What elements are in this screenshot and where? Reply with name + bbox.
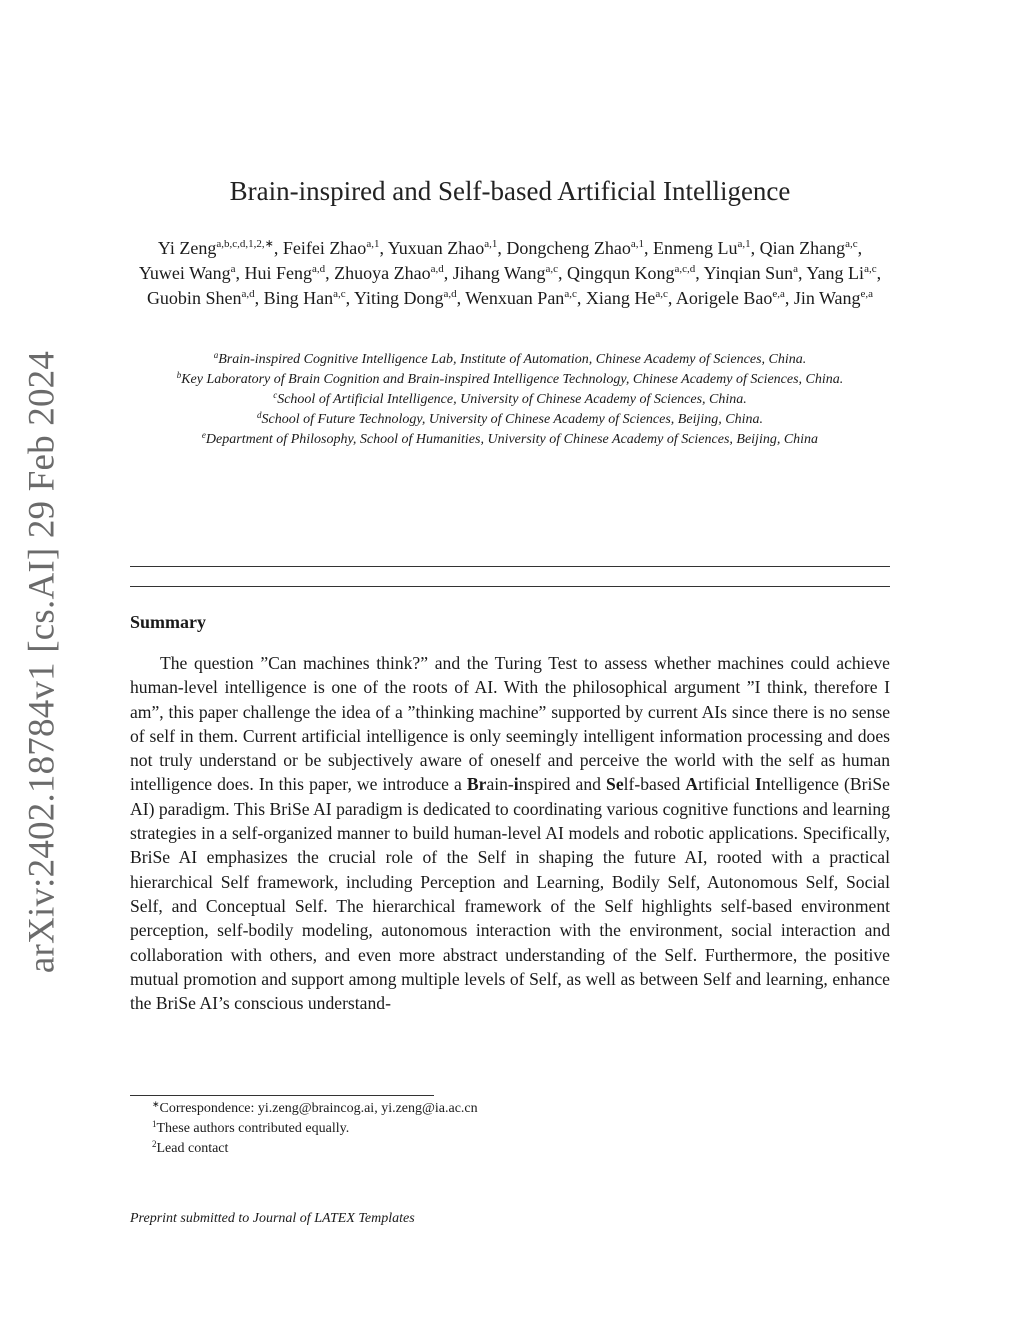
author-affiliation-marks: a,c,d (674, 263, 696, 275)
footnote: $^1$These authors contributed equally. (152, 1119, 350, 1136)
footnote: $^2$Lead contact (152, 1139, 229, 1156)
header-rule-bottom (130, 586, 890, 587)
author-name: Qian Zhang$^{a,c}$ (759, 238, 858, 258)
author-affiliation-marks: e,a (772, 288, 785, 300)
affiliation: $^d$School of Future Technology, University of Chinese Academy of Sciences, Beijing, China. (257, 410, 763, 427)
author-name: Bing Han$^{a,c}$ (263, 288, 346, 308)
author-affiliation-marks: a (793, 263, 799, 275)
arxiv-identifier: arXiv:2402.18784v1 [cs.AI] 29 Feb 2024 (21, 350, 63, 974)
author-name: Yang Li$^{a,c}$ (806, 263, 877, 283)
author-affiliation-marks: a,1 (484, 238, 498, 250)
author-affiliation-marks: a,b,c,d,1,2,∗ (216, 238, 274, 250)
author-name: Yinqian Sun$^a$ (703, 263, 799, 283)
author-name: Jihang Wang$^{a,c}$ (452, 263, 559, 283)
summary-paragraph: The question ”Can machines think?” and the Turing Test to assess whether machines could achieve human-level intelligence is one of the roots of AI. With the philosophical argument ”I think, therefore I am”, this paper challenge the idea of a ”thinking machine” supported by current AIs since there is no sense of self in them. Current artificial intelligence is only seemingly intelligent information processing and does not truly understand or be subjectively aware of oneself and perceive the world with the self as human intelligence does. In this paper, we introduce a Brain-inspired and Self-based Artificial Intelligence (BriSe AI) paradigm. This BriSe AI paradigm is dedicated to coordinating various cognitive functions and learning strategies in a self-organized manner to build human-level AI models and robotic applications. Specifically, BriSe AI emphasizes the crucial role of the Self in shaping the future AI, rooted with a practical hierarchical Self framework, including Perception and Learning, Bodily Self, Autonomous Self, Social Self, and Conceptual Self. The hierarchical framework of the Self highlights self-based environment perception, self-bodily modeling, autonomous interaction with the environment, social interaction and collaboration with others, and even more abstract understanding of the Self. Furthermore, the positive mutual promotion and support among multiple levels of Self, as well as between Self and learning, enhance the BriSe AI’s conscious understand- (130, 653, 890, 1014)
author-affiliation-marks: a,c (655, 288, 668, 300)
author-affiliation-marks: a,c (333, 288, 346, 300)
author-affiliation-marks: a,d (312, 263, 326, 275)
author-affiliation-marks: a,c (864, 263, 877, 275)
author-affiliation-marks: e,a (860, 288, 874, 300)
affiliation-list (130, 350, 890, 450)
affiliation: $^c$School of Artificial Intelligence, University of Chinese Academy of Sciences, China. (273, 390, 747, 407)
author-affiliation-marks: a,d (443, 288, 457, 300)
affiliation: $^a$Brain-inspired Cognitive Intelligence Lab, Institute of Automation, Chinese Academy of Sciences, China. (213, 350, 807, 367)
author-name: Xiang He$^{a,c}$ (585, 288, 668, 308)
section-heading: Summary (130, 612, 206, 632)
author-name: Enmeng Lu$^{a,1}$ (653, 238, 751, 258)
author-list: Yi Zeng$^{a,b,c,d,1,2,∗}$, Feifei Zhao$^{a,1}$, Yuxuan Zhao$^{a,1}$, Dongcheng Zhao$^{a,1}$, Enmeng Lu$^{a,1}$, Qian Zhang$^{a,c}$, Yuwei Wang$^a$, Hui Feng$^{a,d}$, Zhuoya Zhao$^{a,d}$, Jihang Wang$^{a,c}$, Qingqun Kong$^{a,c,d}$, Yinqian Sun$^a$, Yang Li$^{a,c}$, Guobin Shen$^{a,d}$, Bing Han$^{a,c}$, Yiting Dong$^{a,d}$, Wenxuan Pan$^{a,c}$, Xiang He$^{a,c}$, Aorigele Bao$^{e,a}$, Jin Wang$^{e,a}$ (138, 238, 882, 308)
author-name: Qingqun Kong$^{a,c,d}$ (567, 263, 696, 283)
author-affiliation-marks: a,c (545, 263, 559, 275)
author-affiliation-marks: a,d (241, 288, 255, 300)
author-affiliation-marks: a,1 (737, 238, 751, 250)
author-affiliation-marks: a,1 (630, 238, 645, 250)
author-name: Wenxuan Pan$^{a,c}$ (465, 288, 577, 308)
footnote-rule (130, 1095, 434, 1096)
author-affiliation-marks: a,1 (366, 238, 380, 250)
header-rule-top (130, 566, 890, 567)
affiliation: $^b$Key Laboratory of Brain Cognition and Brain-inspired Intelligence Technology, Chinese Academy of Sciences, China. (176, 370, 844, 387)
author-name: Guobin Shen$^{a,d}$ (146, 288, 255, 308)
preprint-footer: Preprint submitted to Journal of LATEX Templates (130, 1211, 415, 1226)
author-affiliation-marks: a,d (430, 263, 444, 275)
author-name: Zhuoya Zhao$^{a,d}$ (334, 263, 444, 283)
paper-title: Brain-inspired and Self-based Artificial Intelligence (229, 176, 791, 206)
footnote: ∗Correspondence: yi.zeng@braincog.ai, yi.zeng@ia.ac.cn (152, 1099, 478, 1116)
author-name: Yi Zeng$^{a,b,c,d,1,2,∗}$ (157, 238, 274, 258)
author-affiliation-marks: a (230, 263, 236, 275)
author-name: Yuxuan Zhao$^{a,1}$ (387, 238, 498, 258)
author-name: Hui Feng$^{a,d}$ (244, 263, 326, 283)
author-name: Aorigele Bao$^{e,a}$ (675, 288, 785, 308)
author-name: Yiting Dong$^{a,d}$ (353, 288, 457, 308)
affiliation: $^e$Department of Philosophy, School of Humanities, University of Chinese Academy of Sciences, Beijing, China (201, 430, 819, 447)
footnotes (152, 1099, 478, 1159)
author-name: Dongcheng Zhao$^{a,1}$ (506, 238, 645, 258)
author-name: Feifei Zhao$^{a,1}$ (282, 238, 380, 258)
author-affiliation-marks: a,c (845, 238, 858, 250)
author-name: Yuwei Wang$^a$ (138, 263, 236, 283)
author-name: Jin Wang$^{e,a}$ (793, 288, 874, 308)
author-affiliation-marks: a,c (564, 288, 577, 300)
